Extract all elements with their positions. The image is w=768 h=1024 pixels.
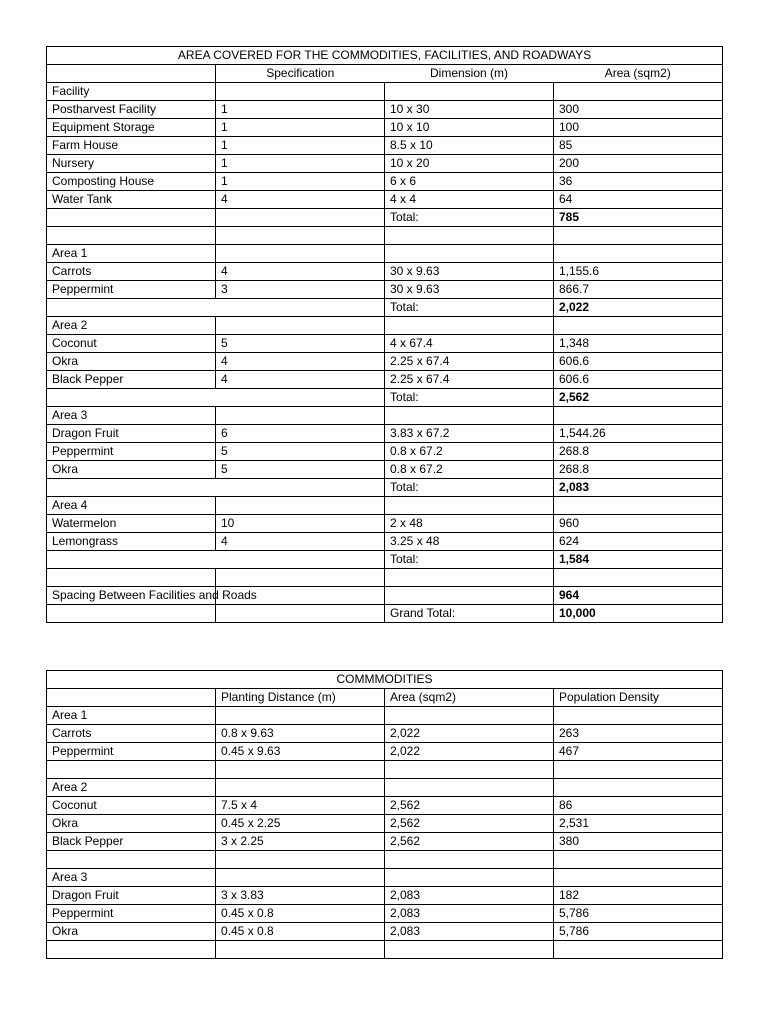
spacing-value: 964 [554,587,723,605]
section-row [47,245,723,263]
row-label: Nursery [47,155,216,173]
row-label: Dragon Fruit [47,887,216,905]
spec-cell: 10 [216,515,385,533]
dimension-cell: 0.8 x 67.2 [385,443,554,461]
grand-total-value: 10,000 [554,605,723,623]
dimension-cell: 2.25 x 67.4 [385,371,554,389]
blank-row [47,941,723,959]
section-row [47,317,723,335]
blank-row [47,569,723,587]
row-label: Postharvest Facility [47,101,216,119]
table-title-row [47,47,723,65]
population-cell: 86 [554,797,723,815]
table-title: AREA COVERED FOR THE COMMODITIES, FACILITIES, AND ROADWAYS [47,47,723,65]
total-value: 2,022 [554,299,723,317]
table-row [47,263,723,281]
row-label: Okra [47,815,216,833]
header-row [47,689,723,707]
table-row [47,797,723,815]
commodities-table [46,670,723,959]
spec-cell: 1 [216,119,385,137]
total-label: Total: [385,209,554,227]
table-row [47,887,723,905]
section-label-area-1: Area 1 [47,245,216,263]
area-cell: 268.8 [554,443,723,461]
section-row [47,407,723,425]
spec-cell: 4 [216,263,385,281]
row-label: Okra [47,353,216,371]
spec-cell: 5 [216,335,385,353]
dimension-cell: 10 x 20 [385,155,554,173]
table-row [47,461,723,479]
row-label: Watermelon [47,515,216,533]
total-row [47,551,723,569]
area-cell: 2,562 [385,833,554,851]
section-label-area-4: Area 4 [47,497,216,515]
row-label: Carrots [47,263,216,281]
dimension-cell: 3.25 x 48 [385,533,554,551]
spec-cell: 4 [216,533,385,551]
spec-cell: 4 [216,191,385,209]
total-label: Total: [385,551,554,569]
blank-row [47,761,723,779]
table-row [47,281,723,299]
row-label: Okra [47,923,216,941]
dimension-cell: 4 x 4 [385,191,554,209]
population-cell: 467 [554,743,723,761]
area-cell: 2,562 [385,815,554,833]
spacing-label: Spacing Between Facilities and Roads [47,587,216,605]
section-row [47,83,723,101]
header-cell-empty [47,65,216,83]
dimension-cell: 4 x 67.4 [385,335,554,353]
spec-cell: 3 [216,281,385,299]
total-row [47,479,723,497]
population-cell: 263 [554,725,723,743]
row-label: Coconut [47,335,216,353]
header-area: Area (sqm2) [385,689,554,707]
population-cell: 5,786 [554,923,723,941]
spec-cell: 5 [216,461,385,479]
planting-distance-cell: 0.45 x 0.8 [216,905,385,923]
dimension-cell: 0.8 x 67.2 [385,461,554,479]
table-row [47,743,723,761]
planting-distance-cell: 0.8 x 9.63 [216,725,385,743]
dimension-cell: 3.83 x 67.2 [385,425,554,443]
planting-distance-cell: 3 x 3.83 [216,887,385,905]
dimension-cell: 30 x 9.63 [385,281,554,299]
dimension-cell: 8.5 x 10 [385,137,554,155]
table-row [47,443,723,461]
table-row [47,101,723,119]
table-row [47,425,723,443]
area-cell: 200 [554,155,723,173]
section-label-area-2: Area 2 [47,317,216,335]
row-label: Peppermint [47,281,216,299]
table-row [47,353,723,371]
area-cell: 606.6 [554,353,723,371]
planting-distance-cell: 3 x 2.25 [216,833,385,851]
row-label: Farm House [47,137,216,155]
table-row [47,335,723,353]
total-value: 1,584 [554,551,723,569]
row-label: Peppermint [47,743,216,761]
section-label-area-2: Area 2 [47,779,216,797]
table-row [47,923,723,941]
blank-row [47,227,723,245]
total-value: 785 [554,209,723,227]
section-row [47,869,723,887]
dimension-cell: 10 x 30 [385,101,554,119]
total-label: Total: [385,389,554,407]
section-label-area-3: Area 3 [47,407,216,425]
row-label: Peppermint [47,905,216,923]
total-row [47,299,723,317]
header-population-density: Population Density [554,689,723,707]
planting-distance-cell: 7.5 x 4 [216,797,385,815]
section-row [47,497,723,515]
header-dimension: Dimension (m) [385,65,554,83]
grand-total-label: Grand Total: [385,605,554,623]
table-row [47,137,723,155]
area-cell: 1,155.6 [554,263,723,281]
header-specification: Specification [216,65,385,83]
table-row [47,815,723,833]
population-cell: 2,531 [554,815,723,833]
area-cell: 1,348 [554,335,723,353]
grand-total-row [47,605,723,623]
total-value: 2,562 [554,389,723,407]
area-cell: 36 [554,173,723,191]
population-cell: 182 [554,887,723,905]
spec-cell: 1 [216,137,385,155]
area-cell: 100 [554,119,723,137]
row-label: Okra [47,461,216,479]
area-cell: 2,083 [385,923,554,941]
spacing-row [47,587,723,605]
total-label: Total: [385,479,554,497]
section-label-facility: Facility [47,83,216,101]
area-cell: 2,083 [385,887,554,905]
row-label: Water Tank [47,191,216,209]
header-row [47,65,723,83]
spec-cell: 5 [216,443,385,461]
row-label: Black Pepper [47,371,216,389]
spec-cell: 1 [216,101,385,119]
area-cell: 2,022 [385,725,554,743]
table-row [47,905,723,923]
area-cell: 624 [554,533,723,551]
area-cell: 64 [554,191,723,209]
row-label: Composting House [47,173,216,191]
row-label: Dragon Fruit [47,425,216,443]
dimension-cell: 10 x 10 [385,119,554,137]
area-cell: 2,083 [385,905,554,923]
table-row [47,515,723,533]
spec-cell: 4 [216,353,385,371]
area-covered-table [46,46,723,623]
table-row [47,119,723,137]
total-row [47,389,723,407]
area-cell: 2,022 [385,743,554,761]
area-cell: 960 [554,515,723,533]
row-label: Peppermint [47,443,216,461]
area-cell: 268.8 [554,461,723,479]
table-row [47,173,723,191]
row-label: Black Pepper [47,833,216,851]
total-label: Total: [385,299,554,317]
header-cell-empty [47,689,216,707]
spec-cell: 1 [216,173,385,191]
spec-cell: 6 [216,425,385,443]
area-cell: 85 [554,137,723,155]
section-label-area-1: Area 1 [47,707,216,725]
population-cell: 5,786 [554,905,723,923]
row-label: Carrots [47,725,216,743]
row-label: Lemongrass [47,533,216,551]
table-row [47,155,723,173]
planting-distance-cell: 0.45 x 9.63 [216,743,385,761]
header-planting-distance: Planting Distance (m) [216,689,385,707]
header-area: Area (sqm2) [554,65,723,83]
population-cell: 380 [554,833,723,851]
row-label: Coconut [47,797,216,815]
planting-distance-cell: 0.45 x 0.8 [216,923,385,941]
table-row [47,533,723,551]
spec-cell: 1 [216,155,385,173]
area-cell: 300 [554,101,723,119]
table-row [47,191,723,209]
row-label: Equipment Storage [47,119,216,137]
section-row [47,707,723,725]
total-value: 2,083 [554,479,723,497]
area-cell: 606.6 [554,371,723,389]
spec-cell: 4 [216,371,385,389]
blank-row [47,851,723,869]
table-row [47,371,723,389]
total-row [47,209,723,227]
dimension-cell: 6 x 6 [385,173,554,191]
dimension-cell: 2.25 x 67.4 [385,353,554,371]
area-cell: 2,562 [385,797,554,815]
table-row [47,833,723,851]
planting-distance-cell: 0.45 x 2.25 [216,815,385,833]
section-label-area-3: Area 3 [47,869,216,887]
table-row [47,725,723,743]
area-cell: 1,544.26 [554,425,723,443]
section-row [47,779,723,797]
dimension-cell: 30 x 9.63 [385,263,554,281]
area-cell: 866.7 [554,281,723,299]
dimension-cell: 2 x 48 [385,515,554,533]
table-title: COMMMODITIES [47,671,723,689]
table-title-row [47,671,723,689]
